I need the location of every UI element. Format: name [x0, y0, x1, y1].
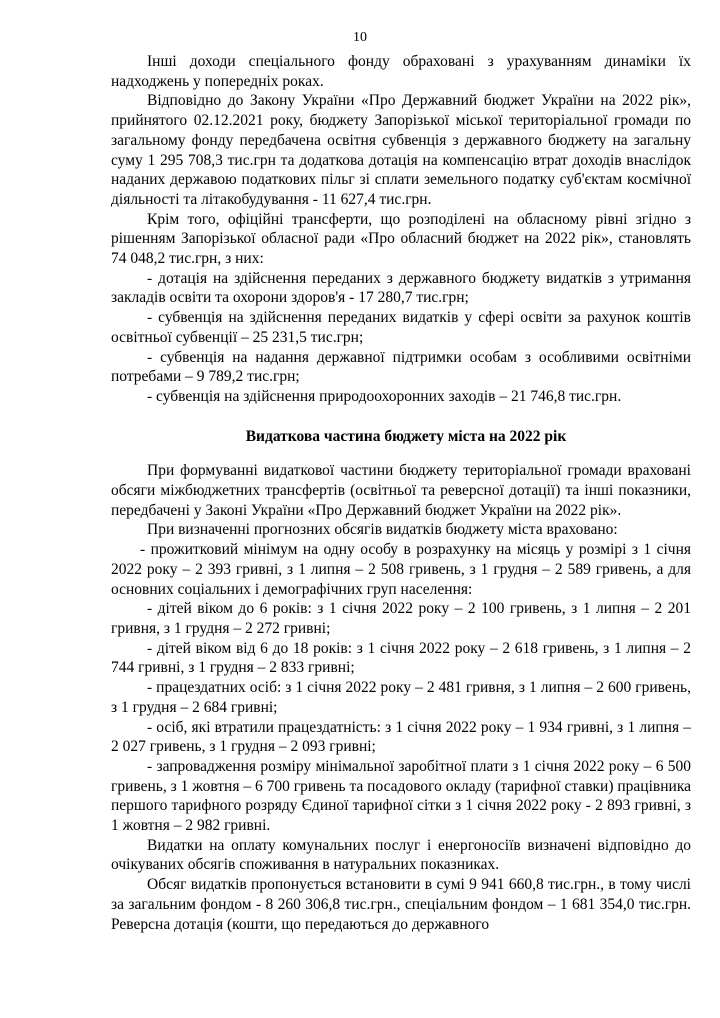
paragraph: При визначенні прогнозних обсягів видатків бюджету міста враховано: — [147, 521, 618, 539]
list-item: - запровадження розміру мінімальної заробітної плати з 1 січня 2022 року – 6 500 гривень, з 1 жовтня – 6 700 гривень та посадового окладу (тарифної ставки) працівника першого тарифного розряду Єдиної тарифної сітки з 1 січня 2022 року - 2 893 гривні, з 1 жовтня – 2 982 гривні. — [111, 757, 691, 835]
list-item: - осіб, які втратили працездатність: з 1 січня 2022 року – 1 934 гривні, з 1 липня – 2 027 гривень, з 1 грудня – 2 093 гривні; — [111, 718, 691, 756]
list-item: - дітей віком від 6 до 18 років: з 1 січня 2022 року – 2 618 гривень, з 1 липня – 2 744 гривні, з 1 грудня – 2 833 гривні; — [111, 639, 691, 677]
list-item: - працездатних осіб: з 1 січня 2022 року – 2 481 гривня, з 1 липня – 2 600 гривень, з 1 грудня – 2 684 гривні; — [111, 679, 691, 716]
list-item: - субвенція на надання державної підтримки особам з особливими освітніми потребами – 9 789,2 тис.грн; — [111, 348, 691, 386]
list-item: - прожитковий мінімум на одну особу в розрахунку на місяць у розмірі з 1 січня 2022 року – 2 393 гривні, з 1 липня – 2 508 гривень, з 1 грудня – 2 589 гривень, а для основних соціальних і демографічних груп населення: — [111, 541, 691, 598]
paragraph: Інші доходи спеціального фонду обраховані з урахуванням динаміки їх надходжень у попередніх роках. — [111, 53, 691, 90]
list-item: - дотація на здійснення переданих з державного бюджету видатків з утримання закладів освіти та охорони здоров'я - 17 280,7 тис.грн; — [111, 269, 691, 307]
paragraph: Видатки на оплату комунальних послуг і енергоносіїв визначені відповідно до очікуваних обсягів споживання в натуральних показниках. — [111, 836, 691, 874]
page-number: 10 — [353, 30, 367, 45]
paragraph: Відповідно до Закону України «Про Державний бюджет України на 2022 рік», прийнятого 02.12.2021 року, бюджету Запорізької міської територіальної громади по загальному фонду передбачена освітня субвенція з державного бюджету на загальну суму 1 295 708,3 тис.грн та додаткова дотація на компенсацію втрат доходів внаслідок наданих державою податкових пільг зі сплати земельного податку суб'єктам космічної діяльності та літакобудування - 11 627,4 тис.грн. — [111, 92, 691, 208]
document-body — [111, 52, 691, 934]
paragraph: Крім того, офіційні трансферти, що розподілені на обласному рівні згідно з рішенням Запорізької обласної ради «Про обласний бюджет на 2022 рік», становлять 74 048,2 тис.грн, з них: — [111, 210, 691, 268]
list-item: - субвенція на здійснення переданих видатків у сфері освіти за рахунок коштів освітньої субвенції – 25 231,5 тис.грн; — [111, 309, 691, 346]
paragraph: При формуванні видаткової частини бюджету територіальної громади враховані обсяги міжбюджетних трансфертів (освітньої та реверсної дотації) та інші показники, передбачені у Законі України «Про Державний бюджет України на 2022 рік». — [111, 462, 691, 519]
list-item: - субвенція на здійснення природоохоронних заходів – 21 746,8 тис.грн. — [147, 387, 622, 405]
section-heading: Видаткова частина бюджету міста на 2022 рік — [245, 427, 567, 445]
paragraph: Обсяг видатків пропонується встановити в сумі 9 941 660,8 тис.грн., в тому числі за загальним фондом - 8 260 306,8 тис.грн., спеціальним фондом – 1 681 354,0 тис.грн. Реверсна дотація (кошти, що передаються до державного — [111, 876, 691, 933]
list-item: - дітей віком до 6 років: з 1 січня 2022 року – 2 100 гривень, з 1 липня – 2 201 гривня, з 1 грудня – 2 272 гривні; — [111, 600, 691, 637]
